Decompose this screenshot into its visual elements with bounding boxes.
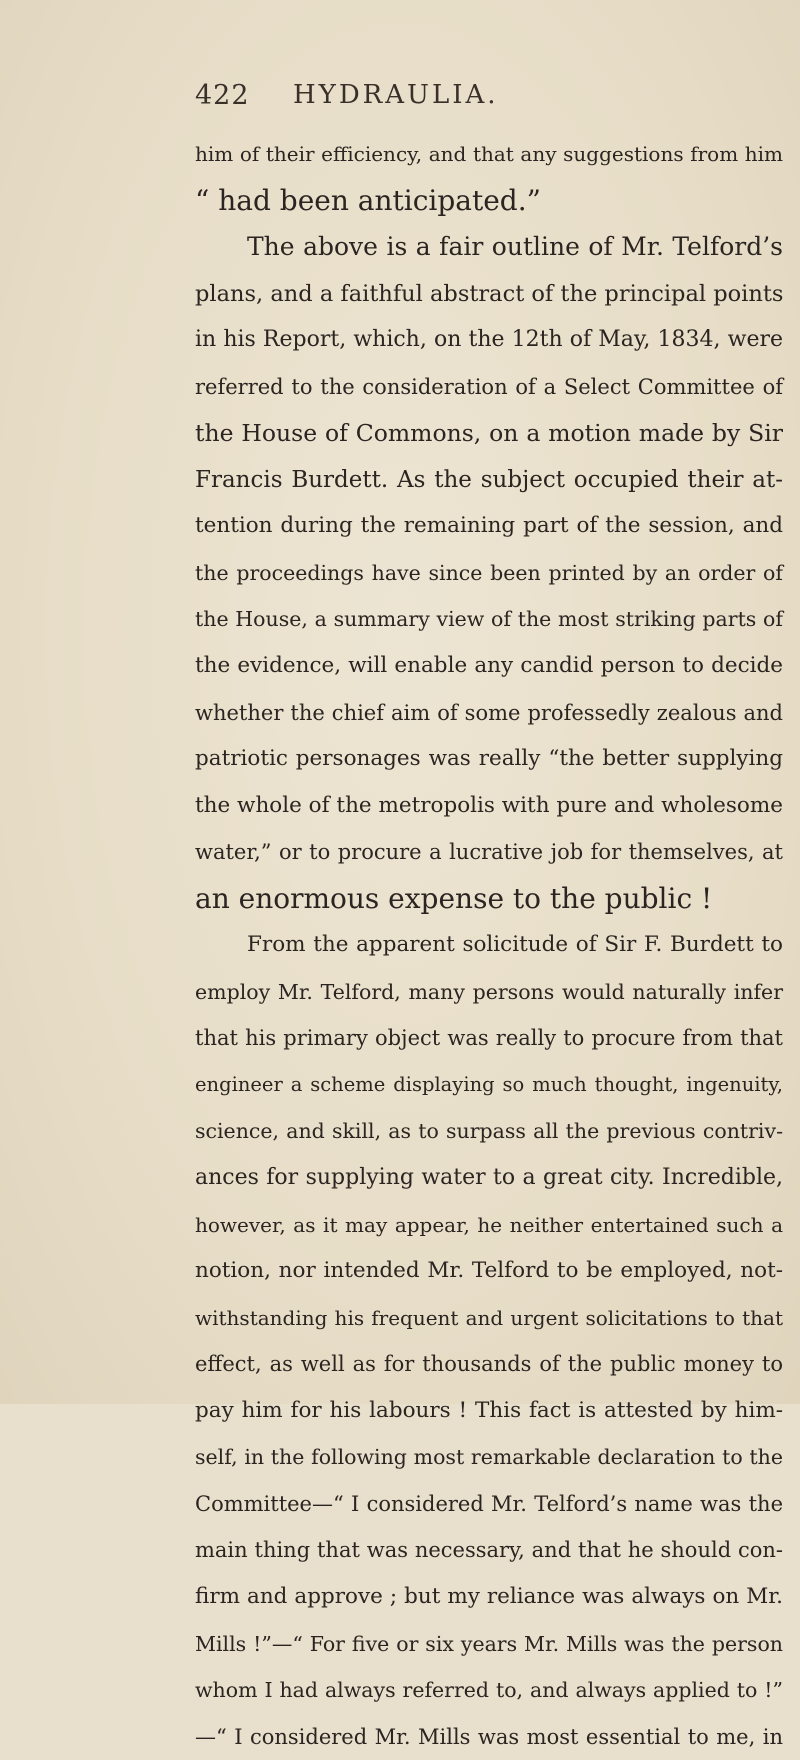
text-line: effect, as well as for thousands of the public money to bbox=[195, 1352, 783, 1377]
text-line: employ Mr. Telford, many persons would naturally infer bbox=[195, 979, 783, 1004]
text-line: the whole of the metropolis with pure and wholesome bbox=[195, 792, 783, 818]
text-line: ances for supplying water to a great city. Incredible, bbox=[195, 1165, 783, 1191]
text-line: the evidence, will enable any candid person to decide bbox=[195, 653, 783, 679]
text-line: referred to the consideration of a Select Committee of bbox=[195, 374, 783, 399]
text-line: Committee—“ I considered Mr. Telford’s name was the bbox=[195, 1491, 783, 1516]
text-line: whom I had always referred to, and always applied to !” bbox=[195, 1678, 783, 1703]
text-line: whether the chief aim of some professedly zealous and bbox=[195, 700, 783, 725]
text-line: that his primary object was really to procure from that bbox=[195, 1026, 783, 1051]
text-line: in his Report, which, on the 12th of May, 1834, were bbox=[195, 327, 783, 353]
text-line: however, as it may appear, he neither entertained such a bbox=[195, 1212, 783, 1237]
text-line: main thing that was necessary, and that he should con- bbox=[195, 1538, 783, 1563]
text-line: pay him for his labours ! This fact is attested by him- bbox=[195, 1397, 783, 1423]
text-line: science, and skill, as to surpass all the previous contriv- bbox=[195, 1119, 783, 1144]
text-line: him of their efficiency, and that any suggestions from him bbox=[195, 142, 783, 166]
body-text bbox=[195, 131, 783, 1760]
text-line: —“ I considered Mr. Mills was most essential to me, in bbox=[195, 1724, 783, 1749]
text-line: notion, nor intended Mr. Telford to be employed, not- bbox=[195, 1258, 783, 1284]
text-line: engineer a scheme displaying so much thought, ingenuity, bbox=[195, 1072, 783, 1096]
running-title: HYDRAULIA. bbox=[293, 80, 499, 110]
paragraph-start-line: From the apparent solicitude of Sir F. Burdett to bbox=[247, 932, 783, 958]
text-line: “ had been anticipated.” bbox=[195, 183, 541, 217]
text-line: plans, and a faithful abstract of the principal points bbox=[195, 280, 784, 307]
text-line: withstanding his frequent and urgent solicitations to that bbox=[195, 1305, 783, 1330]
text-line: patriotic personages was really “the better supplying bbox=[195, 746, 783, 772]
text-line: an enormous expense to the public ! bbox=[195, 881, 713, 915]
page-number: 422 bbox=[195, 80, 250, 111]
text-line: water,” or to procure a lucrative job for themselves, at bbox=[195, 840, 783, 865]
text-line: the proceedings have since been printed by an order of bbox=[195, 560, 783, 585]
text-line: the House, a summary view of the most striking parts of bbox=[195, 607, 783, 632]
text-line: firm and approve ; but my reliance was always on Mr. bbox=[195, 1583, 783, 1609]
text-line: tention during the remaining part of the session, and bbox=[195, 513, 783, 539]
paragraph-start-line: The above is a fair outline of Mr. Telford’s bbox=[247, 232, 783, 262]
text-line: the House of Commons, on a motion made by Sir bbox=[195, 419, 783, 448]
text-line: Francis Burdett. As the subject occupied their at- bbox=[195, 466, 783, 493]
text-line: Mills !”—“ For five or six years Mr. Mills was the person bbox=[195, 1631, 783, 1656]
text-line: self, in the following most remarkable declaration to the bbox=[195, 1445, 783, 1470]
running-head bbox=[195, 80, 755, 120]
